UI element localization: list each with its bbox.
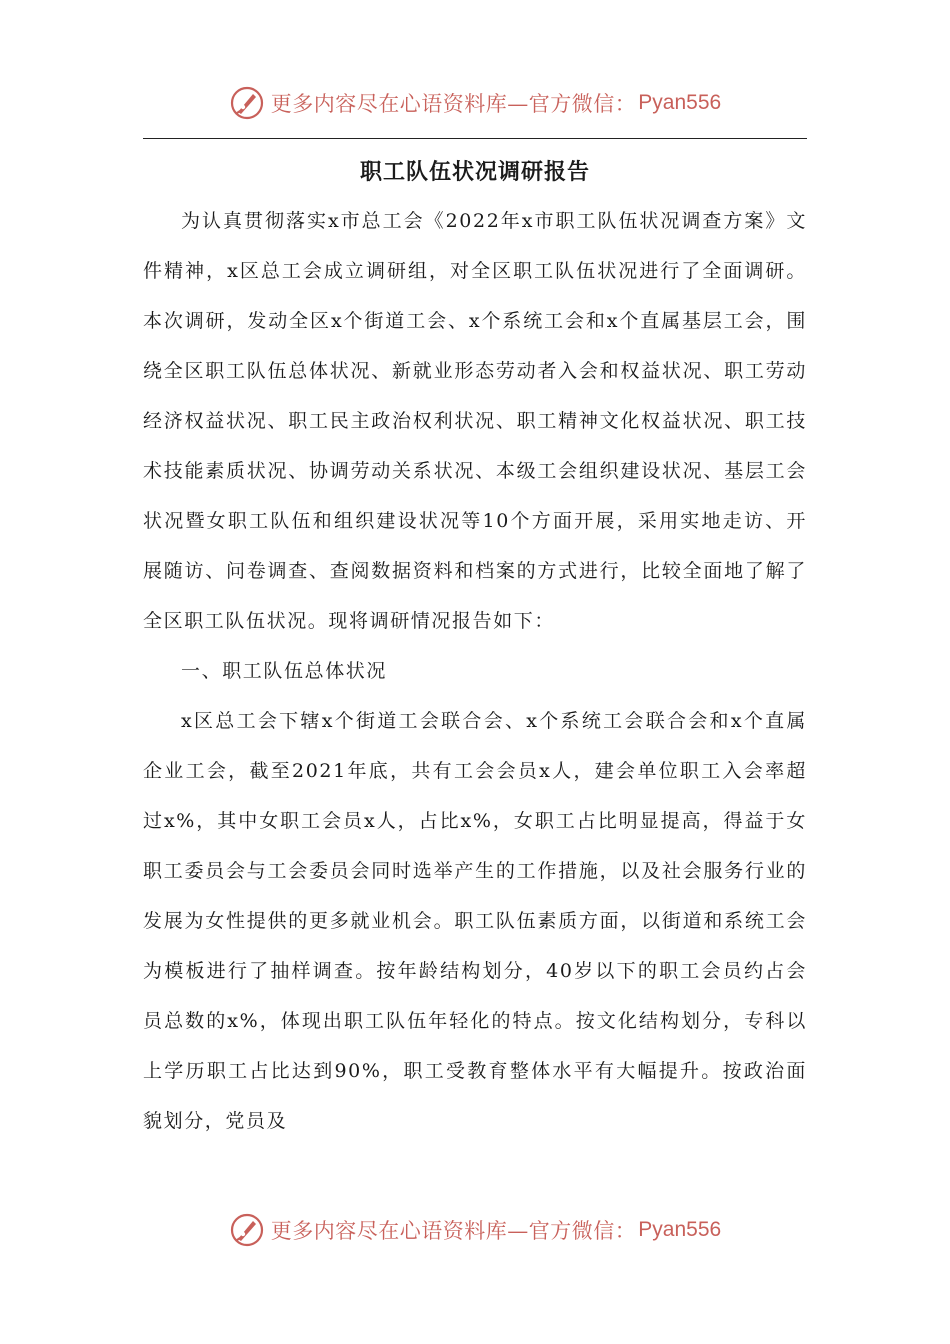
watermark-header [0, 78, 950, 128]
header-divider [143, 138, 807, 139]
section-paragraph: x区总工会下辖x个街道工会联合会、x个系统工会联合会和x个直属企业工会，截至2021年底，共有工会会员x人，建会单位职工入会率超过x%，其中女职工会员x人，占比x%，女职工占比明显提高，得益于女职工委员会与工会委员会同时选举产生的工作措施，以及社会服务行业的发展为女性提供的更多就业机会。职工队伍素质方面，以街道和系统工会为模板进行了抽样调查。按年龄结构划分，40岁以下的职工会员约占会员总数的x%，体现出职工队伍年轻化的特点。按文化结构划分，专科以上学历职工占比达到90%，职工受教育整体水平有大幅提升。按政治面貌划分，党员及 [143, 710, 807, 1132]
watermark-text: 更多内容尽在心语资料库—官方微信： [270, 1219, 637, 1243]
document-title: 职工队伍状况调研报告 [359, 159, 590, 185]
watermark-handle: Pyan556 [638, 1218, 722, 1241]
watermark-footer [0, 1205, 950, 1255]
document-body [143, 196, 807, 1146]
intro-paragraph: 为认真贯彻落实x市总工会《2022年x市职工队伍状况调查方案》文件精神，x区总工会成立调研组，对全区职工队伍状况进行了全面调研。本次调研，发动全区x个街道工会、x个系统工会和x个直属基层工会，围绕全区职工队伍总体状况、新就业形态劳动者入会和权益状况、职工劳动经济权益状况、职工民主政治权利状况、职工精神文化权益状况、职工技术技能素质状况、协调劳动关系状况、本级工会组织建设状况、基层工会状况暨女职工队伍和组织建设状况等10个方面开展，采用实地走访、开展随访、问卷调查、查阅数据资料和档案的方式进行，比较全面地了解了全区职工队伍状况。现将调研情况报告如下： [143, 210, 807, 632]
watermark-handle: Pyan556 [638, 91, 722, 114]
quill-logo-icon [229, 1212, 265, 1248]
section-heading: 一、职工队伍总体状况 [181, 660, 388, 682]
quill-logo-icon [229, 85, 265, 121]
watermark-text: 更多内容尽在心语资料库—官方微信： [270, 92, 637, 116]
